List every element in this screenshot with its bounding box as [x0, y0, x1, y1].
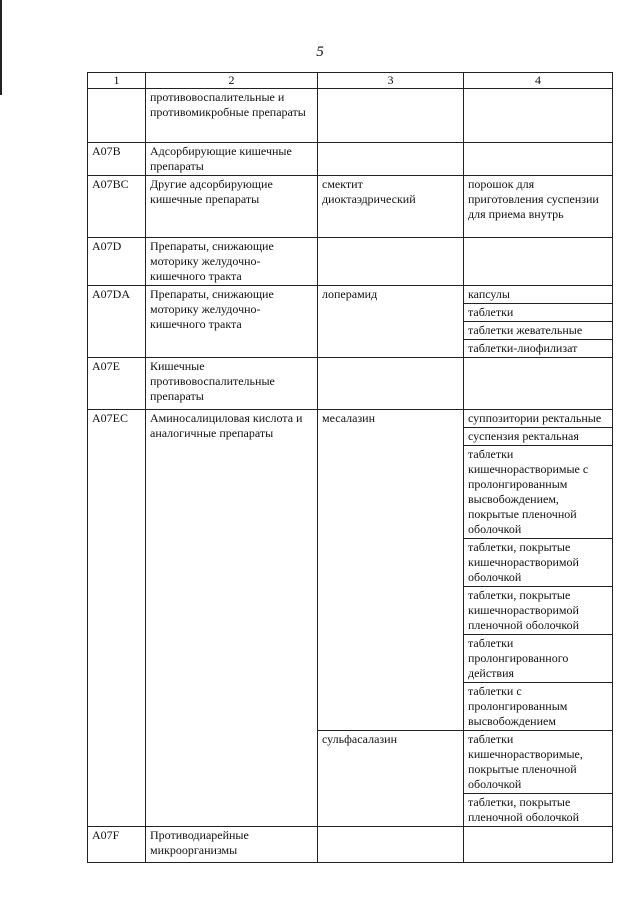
substance-cell: [318, 358, 464, 410]
substance-cell: смектит диоктаэдрический: [318, 176, 464, 238]
dosage-form: таблетки кишечнорастворимые с пролонгированным высвобождением, покрытые пленочной оболочкой: [464, 445, 612, 538]
atc-name-cell: Противодиарейные микроорганизмы: [146, 827, 318, 863]
table-row: [88, 89, 613, 143]
atc-name-cell: Другие адсорбирующие кишечные препараты: [146, 176, 318, 238]
table-row: [88, 176, 613, 238]
atc-table: [87, 72, 613, 863]
dosage-form: порошок для приготовления суспензии для приема внутрь: [468, 177, 599, 221]
header-cell-4: 4: [464, 73, 613, 89]
atc-name-cell: Адсорбирующие кишечные препараты: [146, 143, 318, 176]
table-row: [88, 410, 613, 731]
dosage-form: таблетки кишечнорастворимые, покрытые пленочной оболочкой: [468, 732, 583, 791]
dosage-form: таблетки, покрытые кишечнорастворимой пленочной оболочкой: [464, 586, 612, 634]
substance-cell: [318, 143, 464, 176]
dosage-form: капсулы: [468, 287, 510, 301]
substance-cell: сульфасалазин: [318, 731, 464, 827]
header-cell-2: 2: [146, 73, 318, 89]
substance-cell: [318, 238, 464, 286]
dosage-forms-cell: [464, 731, 613, 827]
dosage-form: таблетки: [464, 303, 612, 321]
table-row: [88, 358, 613, 410]
atc-code-cell: A07F: [88, 827, 146, 863]
table-body: [88, 89, 613, 863]
dosage-form: таблетки, покрытые кишечнорастворимой оболочкой: [464, 538, 612, 586]
atc-code-cell: A07D: [88, 238, 146, 286]
dosage-form: таблетки-лиофилизат: [464, 339, 612, 357]
table-row: [88, 286, 613, 358]
substance-cell: [318, 89, 464, 143]
dosage-form: суспензия ректальная: [464, 427, 612, 445]
atc-name-cell: Препараты, снижающие моторику желудочно-кишечного тракта: [146, 238, 318, 286]
atc-code-cell: A07BC: [88, 176, 146, 238]
dosage-forms-cell: [464, 410, 613, 731]
dosage-form: таблетки жевательные: [464, 321, 612, 339]
atc-name-cell: Препараты, снижающие моторику желудочно-кишечного тракта: [146, 286, 318, 358]
dosage-form: таблетки с пролонгированным высвобождением: [464, 682, 612, 730]
table-row: [88, 143, 613, 176]
atc-name-cell: противовоспалительные и противомикробные препараты: [146, 89, 318, 143]
atc-code-cell: A07EC: [88, 410, 146, 827]
page-number: 5: [316, 44, 324, 60]
dosage-forms-cell: [464, 143, 613, 176]
dosage-forms-cell: [464, 176, 613, 238]
atc-code-cell: A07E: [88, 358, 146, 410]
atc-code-cell: [88, 89, 146, 143]
dosage-form: суппозитории ректальные: [468, 411, 602, 425]
table-row: [88, 827, 613, 863]
substance-cell: лоперамид: [318, 286, 464, 358]
table-row: [88, 238, 613, 286]
atc-code-cell: A07DA: [88, 286, 146, 358]
dosage-form: таблетки, покрытые пленочной оболочкой: [464, 793, 612, 826]
dosage-forms-cell: [464, 827, 613, 863]
atc-code-cell: A07B: [88, 143, 146, 176]
header-cell-1: 1: [88, 73, 146, 89]
substance-cell: [318, 827, 464, 863]
atc-name-cell: Аминосалициловая кислота и аналогичные препараты: [146, 410, 318, 827]
dosage-form: таблетки пролонгированного действия: [464, 634, 612, 682]
header-cell-3: 3: [318, 73, 464, 89]
substance-cell: месалазин: [318, 410, 464, 731]
atc-name-cell: Кишечные противовоспалительные препараты: [146, 358, 318, 410]
dosage-forms-cell: [464, 286, 613, 358]
header-row: [88, 73, 613, 89]
dosage-forms-cell: [464, 358, 613, 410]
dosage-forms-cell: [464, 238, 613, 286]
dosage-forms-cell: [464, 89, 613, 143]
